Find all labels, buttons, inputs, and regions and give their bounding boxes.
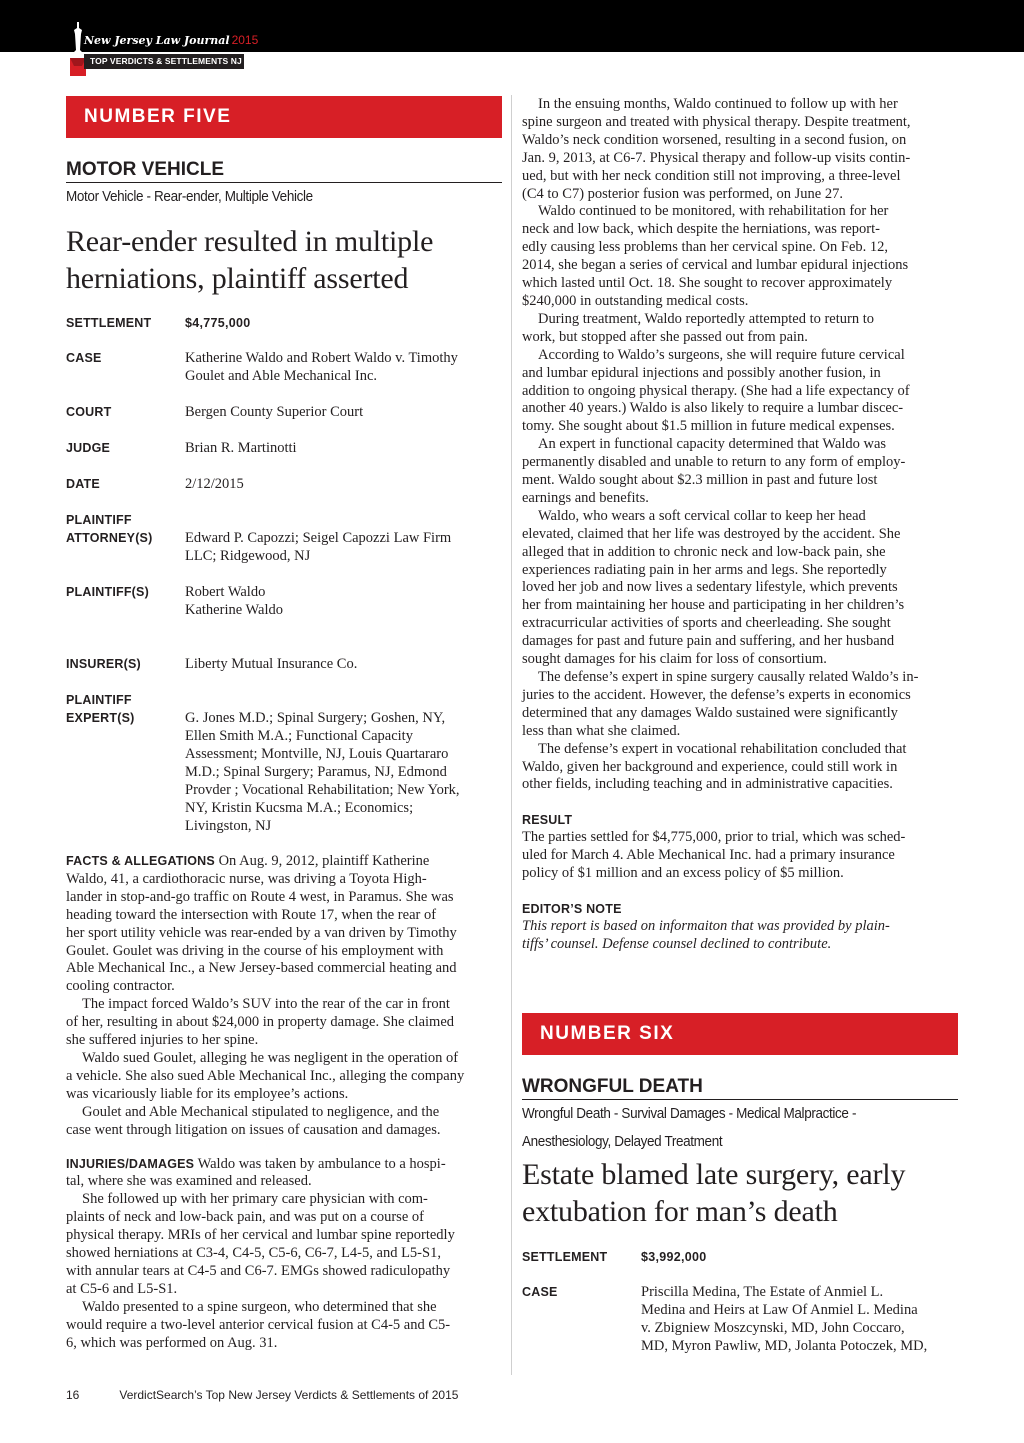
footer-title: VerdictSearch’s Top New Jersey Verdicts & Settlements of 2015 xyxy=(119,1388,459,1402)
result-label: RESULT xyxy=(522,813,573,828)
narrative-line: loved her job and now lives a sedentary lifestyle, which prevents xyxy=(522,579,898,596)
category-heading: MOTOR VEHICLE xyxy=(66,159,502,183)
narrative-line: An expert in functional capacity determined that Waldo was xyxy=(538,436,887,453)
narrative-line: The defense’s expert in spine surgery causally related Waldo’s in- xyxy=(538,669,919,685)
editors-note-label: EDITOR’S NOTE xyxy=(522,902,622,917)
narrative-line: another 40 years.) Waldo is also likely to require a lumbar discec- xyxy=(522,400,904,417)
narrative-line: In the ensuing months, Waldo continued to follow up with her xyxy=(538,96,898,112)
narrative-line: alleged that in addition to chronic neck and low-back pain, she xyxy=(522,543,886,560)
settlement-amount: $4,775,000 xyxy=(185,316,251,330)
insurer-row: INSURER(S) Liberty Mutual Insurance Co. xyxy=(66,656,358,672)
narrative-line: experiences radiating pain in her arms and legs. She reportedly xyxy=(522,561,887,578)
narrative-line: The defense’s expert in vocational rehabilitation concluded that xyxy=(538,740,907,757)
column-divider xyxy=(511,95,512,1375)
narrative-line: Waldo continued to be monitored, with rehabilitation for her xyxy=(538,203,889,220)
narrative-line: which lasted until Oct. 18. She sought to recover approximately xyxy=(522,275,893,292)
narrative-line: sought damages for his claim for loss of consortium. xyxy=(522,651,827,668)
article-headline-six: Estate blamed late surgery, early extubation for man’s death xyxy=(522,1157,906,1228)
date-row: DATE 2/12/2015 xyxy=(66,476,244,492)
publication-subtitle: TOP VERDICTS & SETTLEMENTS NJ xyxy=(84,54,244,69)
narrative-line: other fields, including teaching and in administrative capacities. xyxy=(522,776,893,793)
narrative-line: edly causing less problems than her cervical spine. On Feb. 12, xyxy=(522,239,889,256)
court-row: COURT Bergen County Superior Court xyxy=(66,404,364,420)
masthead-logo xyxy=(70,20,260,76)
narrative-line: ment. Waldo sought about $2.3 million in past and future lost xyxy=(522,472,878,489)
narrative-line: her from maintaining her house and participating in her children’s xyxy=(522,597,905,614)
narrative-line: addition to ongoing physical therapy. (She had a life expectancy of xyxy=(522,382,910,399)
narrative-line: permanently disabled and unable to return to any form of employ- xyxy=(522,454,906,471)
right-column xyxy=(522,96,958,1355)
narrative-line: damages for past and future pain and suffering, and her husband xyxy=(522,633,895,650)
number-six-banner: NUMBER SIX xyxy=(522,1013,958,1055)
settlement-row-six: SETTLEMENT $3,992,000 xyxy=(522,1249,707,1264)
narrative-line: elevated, claimed that her life was destroyed by the accident. She xyxy=(522,525,901,542)
article-headline: Rear-ender resulted in multiple herniations, plaintiff asserted xyxy=(66,225,434,295)
narrative-line: 2014, she began a series of cervical and lumbar epidural injections xyxy=(522,257,909,274)
page-number: 16 xyxy=(66,1388,80,1402)
injuries-label: INJURIES/DAMAGES xyxy=(66,1156,195,1171)
subcategory: Motor Vehicle - Rear-ender, Multiple Vehicle xyxy=(66,188,313,205)
plaintiff-experts-row: PLAINTIFF EXPERT(S) G. Jones M.D.; Spinal Surgery; Goshen, NY, Ellen Smith M.A.; Functional Capacity Assessment; Montville, NJ, Louis Quartararo M.D.; Spinal Surgery; Paramus, NJ, Edmond Provder ; Vocational Rehabilitation; New York, NY, Kristin Kucsma M.A.; Economics; Livingston, NJ xyxy=(66,693,460,834)
settlement-amount-six: $3,992,000 xyxy=(641,1249,707,1264)
subcategory-six-line2: Anesthesiology, Delayed Treatment xyxy=(522,1132,723,1150)
plaintiff-attorney-row: PLAINTIFF ATTORNEY(S) Edward P. Capozzi; Seigel Capozzi Law Firm LLC; Ridgewood, NJ xyxy=(66,513,452,564)
narrative-line: $240,000 in outstanding medical costs. xyxy=(522,292,749,309)
narrative-line: During treatment, Waldo reportedly attempted to return to xyxy=(538,310,874,327)
judge-row: JUDGE Brian R. Martinotti xyxy=(66,440,297,456)
plaintiffs-row: PLAINTIFF(S) Robert Waldo Katherine Waldo xyxy=(66,584,284,618)
narrative-line: determined that any damages Waldo sustained were significantly xyxy=(522,704,898,721)
narrative-line: tomy. She sought about $1.5 million in future medical expenses. xyxy=(522,418,895,435)
narrative-line: According to Waldo’s surgeons, she will require future cervical xyxy=(538,346,905,363)
result-text: The parties settled for $4,775,000, prior to trial, which was sched- uled for March 4. Able Mechanical Inc. had a primary insurance policy of $1 million and an excess policy of $5 million. xyxy=(522,829,906,882)
facts-label: FACTS & ALLEGATIONS xyxy=(66,854,215,868)
category-heading-six: WRONGFUL DEATH xyxy=(522,1076,958,1100)
narrative-line: Waldo’s neck condition worsened, resulting in a second fusion, on xyxy=(522,131,907,148)
narrative-line: Jan. 9, 2013, at C6-7. Physical therapy and follow-up visits contin- xyxy=(522,149,911,166)
narrative-line: Waldo, given her background and experience, could still work in xyxy=(522,758,898,775)
case-row-six: CASE Priscilla Medina, The Estate of Anmiel L. Medina and Heirs at Law Of Anmiel L. Medina v. Zbigniew Moszcynski, MD, John Coccaro, MD, Myron Pawliw, MD, Jolanta Potoczek, MD, xyxy=(522,1283,928,1354)
narrative-line: work, but stopped after she passed out from pain. xyxy=(522,328,808,345)
narrative-line: ued, but with her neck condition still not improving, a three-level xyxy=(522,167,901,184)
narrative-line: and lumbar epidural injections and possibly another fusion, in xyxy=(522,364,881,381)
continued-narrative xyxy=(522,96,958,794)
narrative-line: Waldo, who wears a soft cervical collar to keep her head xyxy=(538,507,866,524)
left-column xyxy=(66,96,502,1352)
page-footer xyxy=(66,1388,458,1402)
publication-name: New Jersey Law Journal 2015 xyxy=(84,33,259,47)
number-five-banner: NUMBER FIVE xyxy=(66,96,502,138)
narrative-line: (C4 to C7) posterior fusion was performed, on June 27. xyxy=(522,185,843,202)
settlement-row: SETTLEMENT $4,775,000 xyxy=(66,316,251,330)
narrative-line: less than what she claimed. xyxy=(522,722,681,739)
narrative-line: spine surgeon and treated with physical therapy. Despite treatment, xyxy=(522,113,911,130)
editors-note-text: This report is based on informaiton that was provided by plain- tiffs’ counsel. Defense counsel declined to contribute. xyxy=(522,918,890,952)
publication-year: 2015 xyxy=(231,33,259,47)
narrative-line: neck and low back, which despite the herniations, was report- xyxy=(522,221,880,238)
case-row: CASE Katherine Waldo and Robert Waldo v. Timothy Goulet and Able Mechanical Inc. xyxy=(66,350,458,384)
narrative-line: juries to the accident. However, the defense’s experts in economics xyxy=(522,686,911,703)
narrative-line: extracurricular activities of sports and cheerleading. She sought xyxy=(522,615,891,632)
facts-allegations-section: FACTS & ALLEGATIONS On Aug. 9, 2012, plaintiff Katherine Waldo, 41, a cardiothoracic nurse, was driving a Toyota High- lander in stop-and-go traffic on Route 4 west, in Paramus. She was heading toward the intersection with Route 17, when the rear of her sport utility vehicle was rear-ended by a van driven by Timothy Goulet. Goulet was driving in the course of his employment with Able Mechanical Inc., a New Jersey-based commercial heating and cooling contractor. The impact forced Waldo’s SUV into the rear of the car in front of her, resulting in about $24,000 in property damage. She claimed she suffered injuries to her spine. Waldo sued Goulet, alleging he was negligent in the operation of a vehicle. She also sued Able Mechanical Inc., alleging the company was vicariously liable for its employee’s actions. Goulet and Able Mechanical stipulated to negligence, and the case went through litigation on issues of causation and damages. xyxy=(66,853,465,1138)
subcategory-six-line1: Wrongful Death - Survival Damages - Medical Malpractice - xyxy=(522,1104,857,1122)
narrative-line: earnings and benefits. xyxy=(522,489,649,506)
injuries-damages-section: INJURIES/DAMAGES Waldo was taken by ambulance to a hospi- tal, where she was examined and released. She followed up with her primary care physician with com- plaints of neck and low-back pain, and was put on a course of physical therapy. MRIs of her cervical and lumbar spine reportedly showed herniations at C3-4, C4-5, C5-6, C6-7, L4-5, and L5-S1, with annular tears at C4-5 and C6-7. EMGs showed radiculopathy at C5-6 and L5-S1. Waldo presented to a spine surgeon, who determined that she would require a two-level anterior cervical fusion at C4-5 and C5- 6, which was performed on Aug. 31. xyxy=(66,1155,455,1351)
